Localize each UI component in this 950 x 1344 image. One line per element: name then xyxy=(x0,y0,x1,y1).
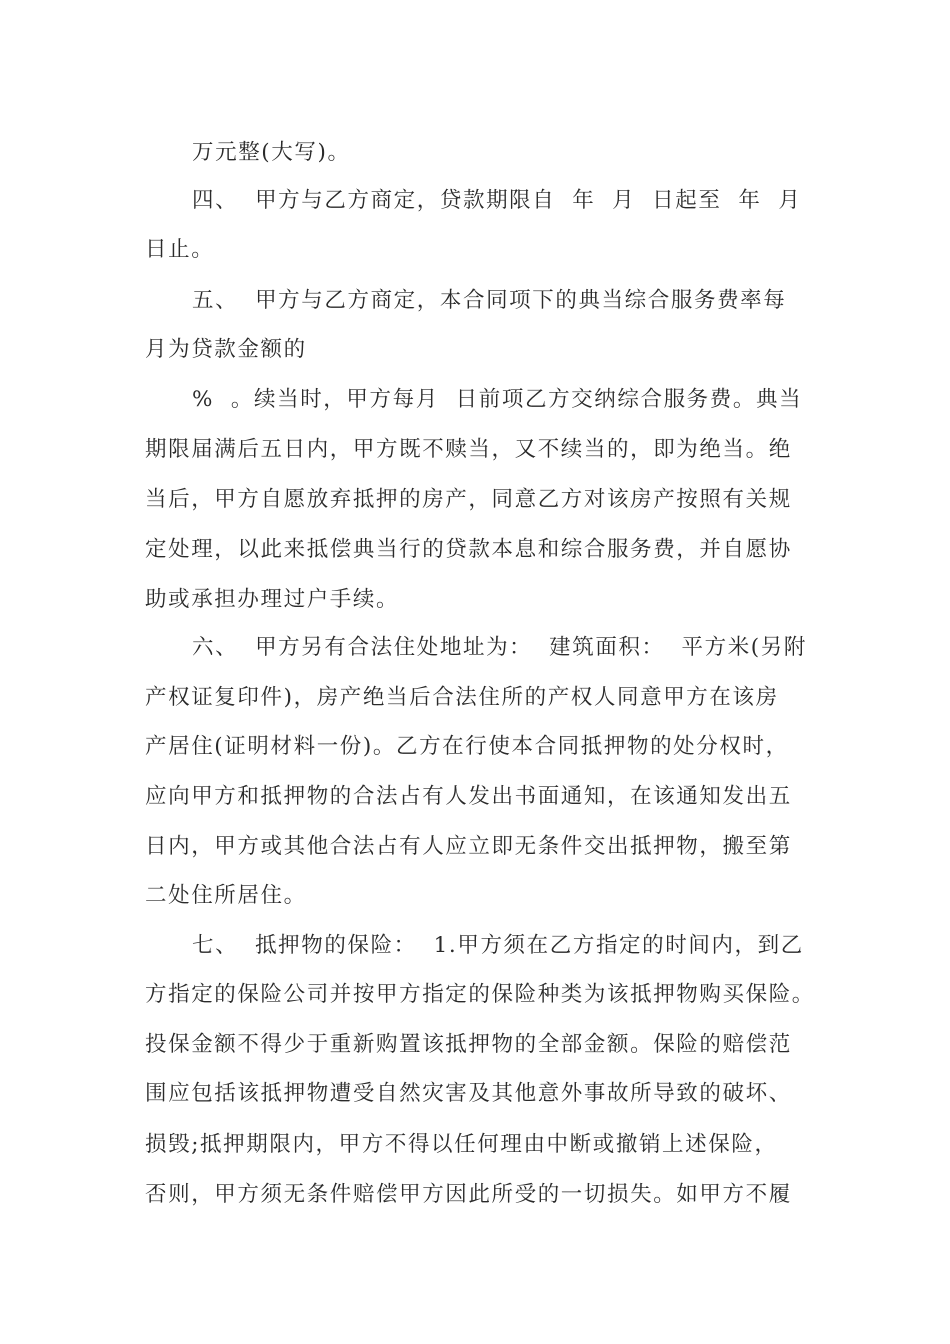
text-line: 定处理，以此来抵偿典当行的贷款本息和综合服务费，并自愿协 xyxy=(145,537,792,562)
text-line: 损毁;抵押期限内，甲方不得以任何理由中断或撤销上述保险， xyxy=(145,1132,778,1157)
text-line: 当后，甲方自愿放弃抵押的房产，同意乙方对该房产按照有关规 xyxy=(145,487,792,512)
clause-4-heading-line: 四、 甲方与乙方商定，贷款期限自 年 月 日起至 年 月 xyxy=(192,188,802,213)
text-line: 日内，甲方或其他合法占有人应立即无条件交出抵押物，搬至第 xyxy=(145,834,792,859)
text-line: 二处住所居住。 xyxy=(145,883,307,908)
text-line: 产居住(证明材料一份)。乙方在行使本合同抵押物的处分权时， xyxy=(145,734,789,759)
clause-6-heading-line: 六、 甲方另有合法住处地址为： 建筑面积： 平方米(另附 xyxy=(192,635,807,660)
clause-7-heading-line: 七、 抵押物的保险： 1.甲方须在乙方指定的时间内，到乙 xyxy=(192,933,804,958)
clause-5-heading-line: 五、 甲方与乙方商定，本合同项下的典当综合服务费率每 xyxy=(192,288,787,313)
text-line: 期限届满后五日内，甲方既不赎当，又不续当的，即为绝当。绝 xyxy=(145,437,792,462)
text-line: 日止。 xyxy=(145,237,215,262)
text-line: 围应包括该抵押物遭受自然灾害及其他意外事故所导致的破坏、 xyxy=(145,1081,792,1106)
text-line: 产权证复印件)，房产绝当后合法住所的产权人同意甲方在该房 xyxy=(145,685,779,710)
text-line: 万元整(大写)。 xyxy=(192,140,351,165)
text-line: 投保金额不得少于重新购置该抵押物的全部金额。保险的赔偿范 xyxy=(145,1032,792,1057)
text-line: 应向甲方和抵押物的合法占有人发出书面通知，在该通知发出五 xyxy=(145,784,792,809)
text-line: % 。续当时，甲方每月 日前项乙方交纳综合服务费。典当 xyxy=(192,387,803,412)
text-line: 否则，甲方须无条件赔偿甲方因此所受的一切损失。如甲方不履 xyxy=(145,1182,792,1207)
text-line: 月为贷款金额的 xyxy=(145,337,307,362)
text-line: 方指定的保险公司并按甲方指定的保险种类为该抵押物购买保险。 xyxy=(145,982,815,1007)
text-line: 助或承担办理过户手续。 xyxy=(145,587,400,612)
